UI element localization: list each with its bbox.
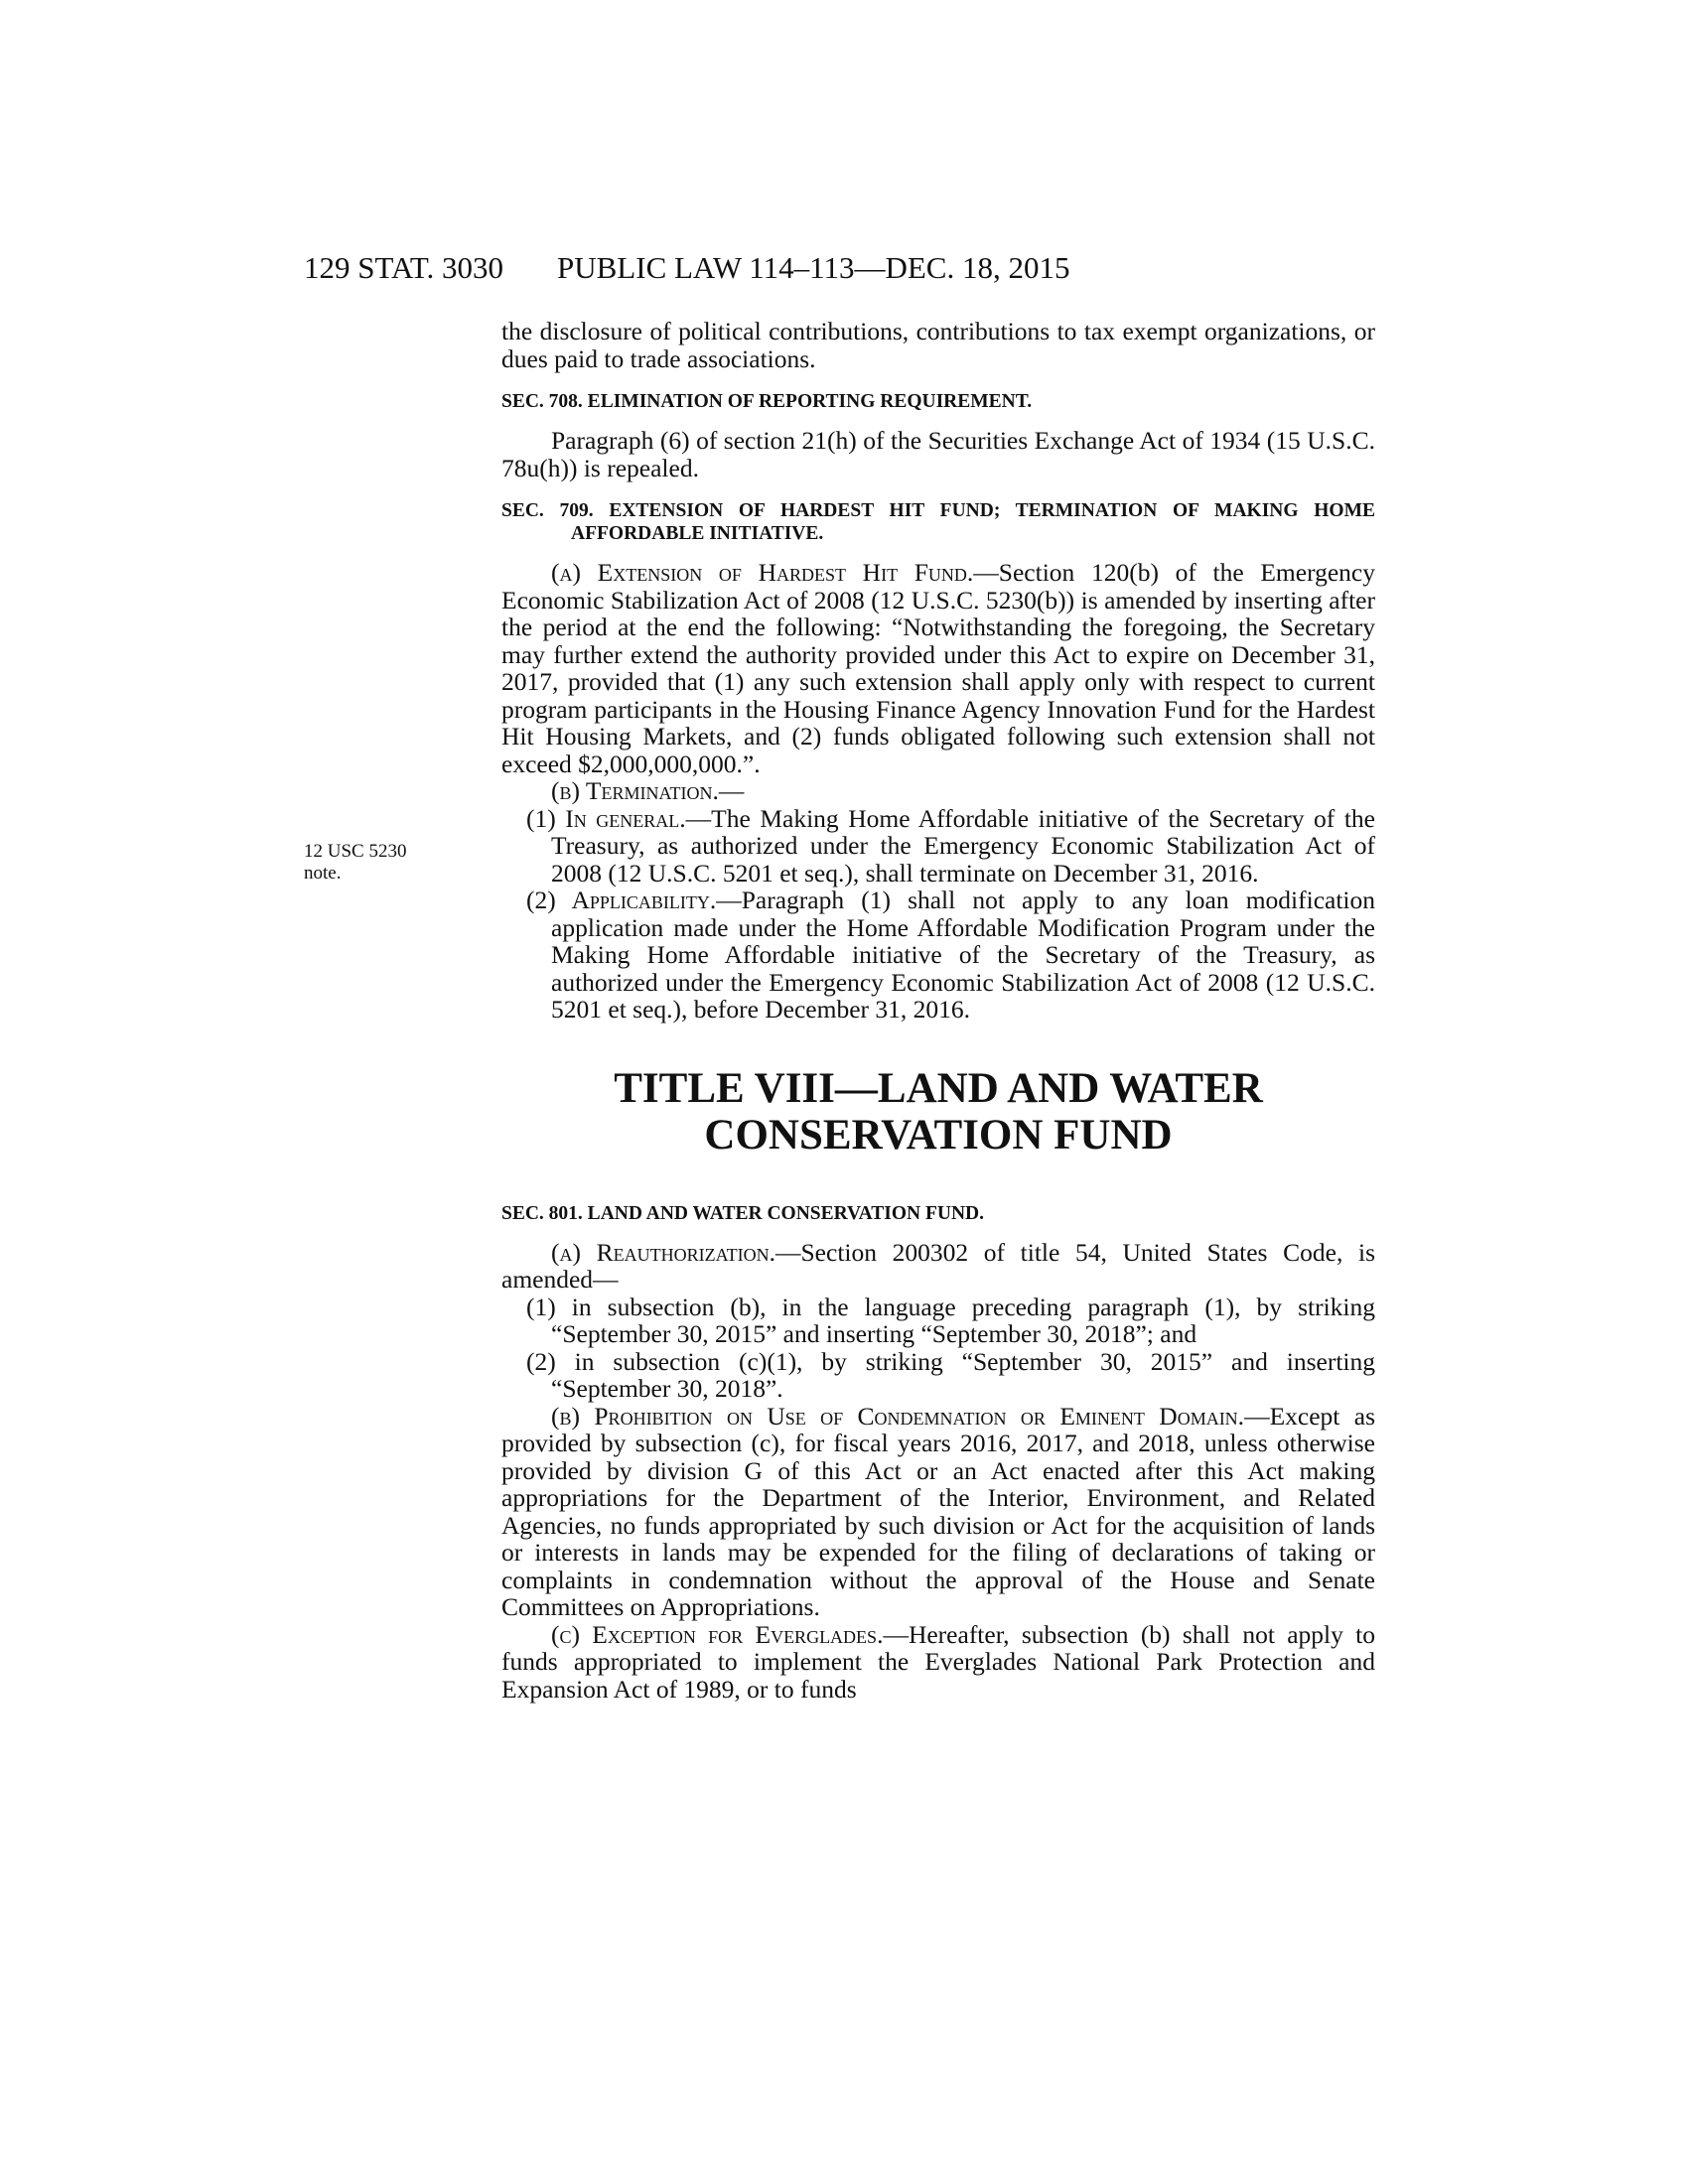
sec-709-b2 <box>501 887 1375 1024</box>
sec-709-b2-label: (2) Applicability. <box>526 886 717 914</box>
margin-note <box>304 841 406 885</box>
sec-709-b <box>501 777 1375 805</box>
stat-page-number: 129 STAT. 3030 <box>304 250 504 285</box>
sec-801-a-label: (a) Reauthorization. <box>551 1237 775 1267</box>
public-law-citation: PUBLIC LAW 114–113—DEC. 18, 2015 <box>557 250 1070 285</box>
sec-801-c <box>501 1621 1375 1704</box>
page-header <box>304 250 1376 290</box>
main-text-column <box>501 318 1375 1703</box>
sec-709-b1 <box>501 805 1375 887</box>
sec-708-text: Paragraph (6) of section 21(h) of the Securities Exchange Act of 1934 (15 U.S.C. 78u(h)) is repealed. <box>501 426 1375 482</box>
sec-709-b1-text: —The Making Home Affordable initiative of the Secretary of the Treasury, as authorized under the Emergency Economic Stabilization Act of 2008 (12 U.S.C. 5201 et seq.), shall terminate on December 31, 2016. <box>551 803 1375 887</box>
sec-801-c-label: (c) Exception for Everglades. <box>551 1619 884 1649</box>
sec-709-a <box>501 559 1375 777</box>
sec-709-a-label: (a) Extension of Hardest Hit Fund. <box>551 558 974 587</box>
sec-801-a-text: —Section 200302 of title 54, United States Code, is amended— <box>501 1237 1375 1294</box>
title-viii-heading <box>501 1065 1375 1159</box>
sec-709-b-label: (b) Termination. <box>551 776 719 805</box>
sec-801-heading: SEC. 801. LAND AND WATER CONSERVATION FUND. <box>501 1202 984 1224</box>
margin-note-line1: 12 USC 5230 <box>304 841 407 862</box>
sec-709-b2-text: —Paragraph (1) shall not apply to any loan modification application made under the Home Affordable Modification Program under the Making Home Affordable initiative of the Secretary of the Treasury, as authorized under the Emergency Economic Stabilization Act of 2008 (12 U.S.C. 5201 et seq.), before December 31, 2016. <box>551 886 1375 1024</box>
sec-801-a1: (1) in subsection (b), in the language preceding paragraph (1), by striking “September 30, 2015” and inserting “September 30, 2018”; and <box>526 1292 1375 1348</box>
sec-801-c-text: —Hereafter, subsection (b) shall not apply to funds appropriated to implement the Everglades National Park Protection and Expansion Act of 1989, or to funds <box>501 1619 1375 1704</box>
title-line1: TITLE VIII—LAND AND WATER <box>614 1064 1263 1112</box>
sec-801-a <box>501 1239 1375 1294</box>
intro-paragraph: the disclosure of political contributions, contributions to tax exempt organizations, or dues paid to trade associations. <box>501 317 1375 373</box>
sec-801-b <box>501 1403 1375 1621</box>
sec-709-b1-label: (1) In general. <box>526 803 686 833</box>
sec-709-b-text: — <box>718 776 745 805</box>
sec-801-b-text: —Except as provided by subsection (c), for fiscal years 2016, 2017, and 2018, unless otherwise provided by division G of this Act or an Act enacted after this Act making appropriations for the Department of the Interior, Environment, and Related Agencies, no funds appropriated by such division or Act for the acquisition of lands or interests in lands may be expended for the filing of declarations of taking or complaints in condemnation without the approval of the House and Senate Committees on Appropriations. <box>501 1401 1375 1621</box>
sec-709-heading: SEC. 709. EXTENSION OF HARDEST HIT FUND; TERMINATION OF MAKING HOME AFFORDABLE INITIATIVE. <box>501 500 1375 544</box>
sec-801-a2: (2) in subsection (c)(1), by striking “September 30, 2015” and inserting “September 30, 2018”. <box>526 1346 1375 1403</box>
title-line2: CONSERVATION FUND <box>704 1111 1173 1159</box>
sec-709-a-text: —Section 120(b) of the Emergency Economic Stabilization Act of 2008 (12 U.S.C. 5230(b)) is amended by inserting after the period at the end the following: “Notwithstanding the foregoing, the Secretary may further extend the authority provided under this Act to expire on December 31, 2017, provided that (1) any such extension shall apply only with respect to current program participants in the Housing Finance Agency Innovation Fund for the Hardest Hit Housing Markets, and (2) funds obligated following such extension shall not exceed $2,000,000,000.”. <box>501 558 1375 778</box>
margin-note-line2: note. <box>304 863 342 884</box>
sec-801-b-label: (b) Prohibition on Use of Condemnation or Eminent Domain. <box>551 1401 1245 1431</box>
sec-708-heading: SEC. 708. ELIMINATION OF REPORTING REQUIREMENT. <box>501 391 1033 412</box>
